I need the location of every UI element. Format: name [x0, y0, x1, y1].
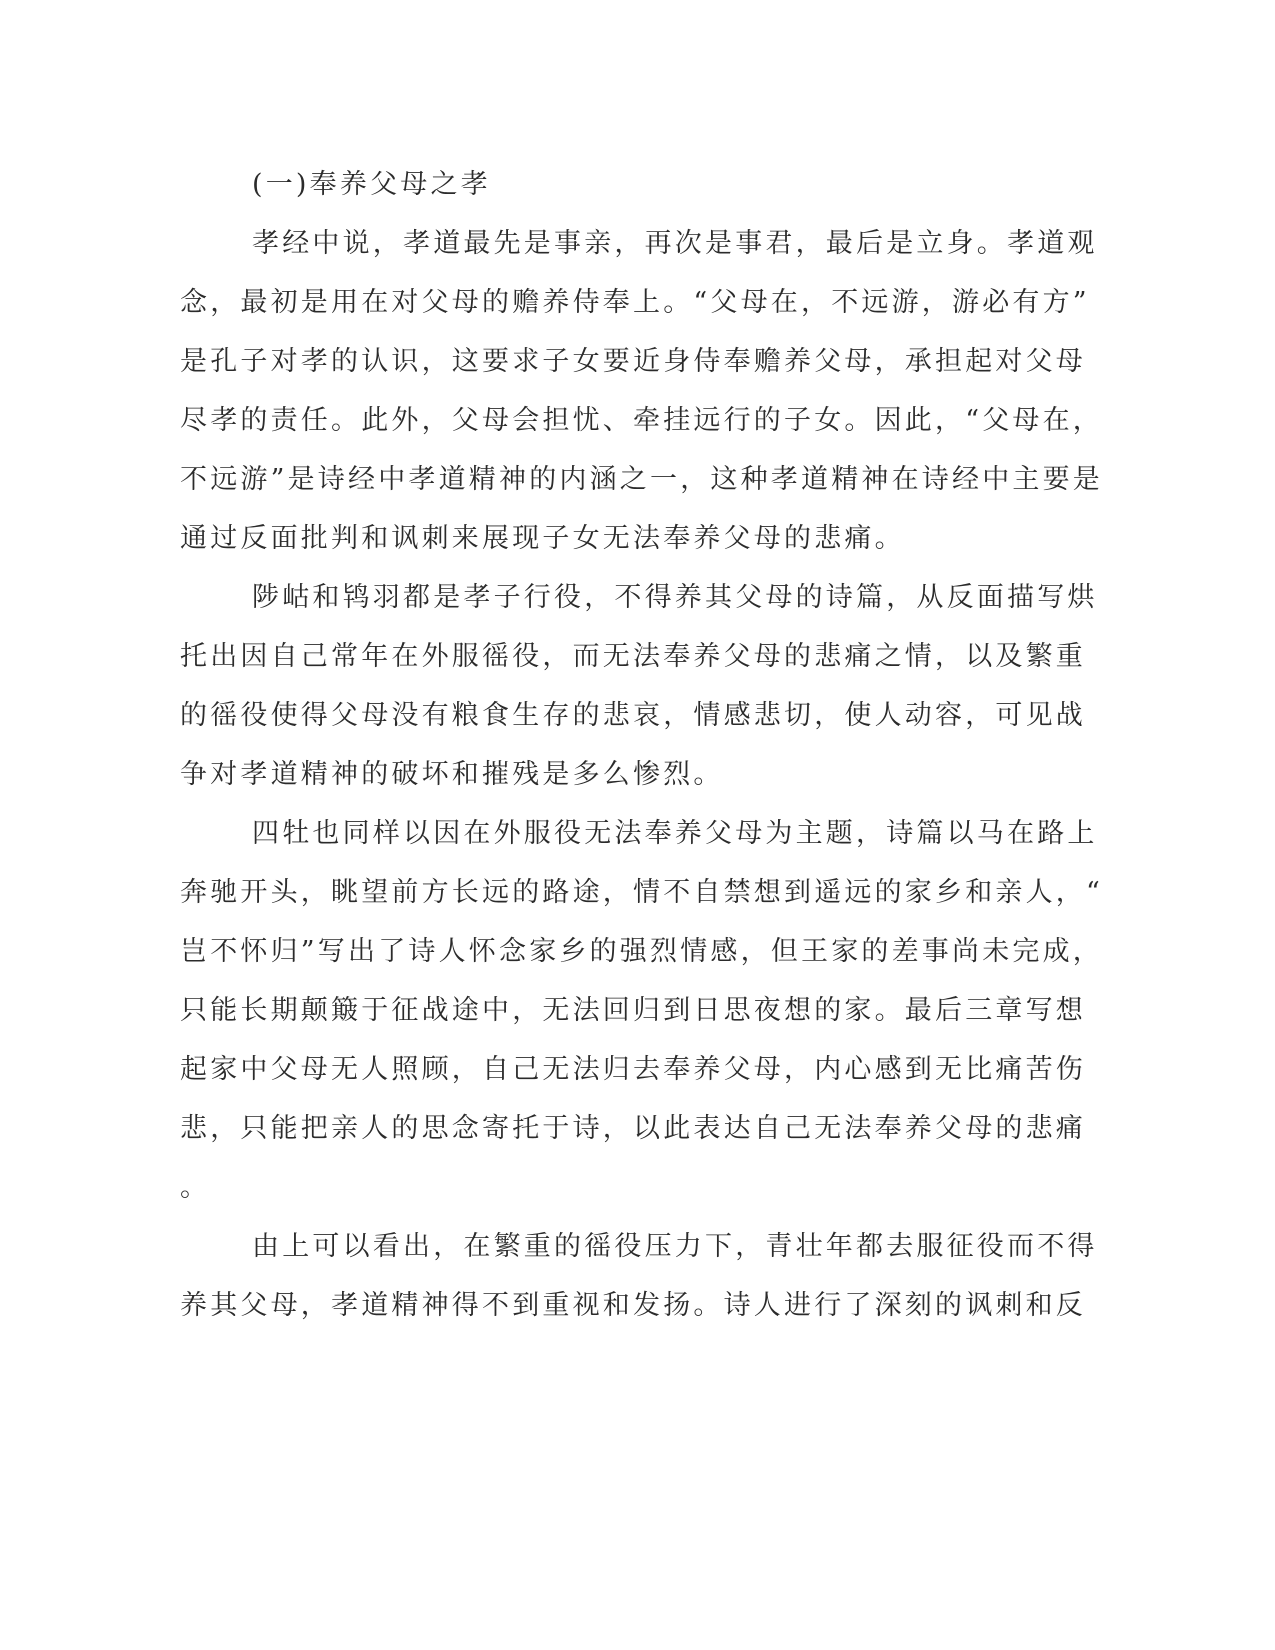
text-line: 陟岵和鸨羽都是孝子行役，不得养其父母的诗篇，从反面描写烘 — [252, 582, 1098, 613]
text-line: 养其父母，孝道精神得不到重视和发扬。诗人进行了深刻的讽刺和反 — [180, 1290, 1086, 1321]
text-line: 悲，只能把亲人的思念寄托于诗，以此表达自己无法奉养父母的悲痛 — [180, 1113, 1086, 1144]
text-line: 通过反面批判和讽刺来展现子女无法奉养父母的悲痛。 — [180, 523, 905, 554]
text-line: 争对孝道精神的破坏和摧残是多么惨烈。 — [180, 759, 724, 790]
text-line: 四牡也同样以因在外服役无法奉养父母为主题，诗篇以马在路上 — [252, 818, 1098, 849]
text-line: 岂不怀归”写出了诗人怀念家乡的强烈情感，但王家的差事尚未完成， — [180, 936, 1104, 967]
text-line: 起家中父母无人照顾，自己无法归去奉养父母，内心感到无比痛苦伤 — [180, 1054, 1086, 1085]
text-line: 只能长期颠簸于征战途中，无法回归到日思夜想的家。最后三章写想 — [180, 995, 1086, 1026]
document-body — [180, 155, 1104, 1335]
text-line: 托出因自己常年在外服徭役，而无法奉养父母的悲痛之情，以及繁重 — [180, 641, 1086, 672]
section-heading: (一)奉养父母之孝 — [252, 169, 491, 200]
text-line: 。 — [180, 1172, 211, 1203]
text-line: 的徭役使得父母没有粮食生存的悲哀，情感悲切，使人动容，可见战 — [180, 700, 1086, 731]
paragraph-1 — [180, 214, 1104, 568]
paragraph-4 — [180, 1217, 1098, 1335]
text-line: 尽孝的责任。此外，父母会担忧、牵挂远行的子女。因此，“父母在， — [180, 405, 1104, 436]
text-line: 奔驰开头，眺望前方长远的路途，情不自禁想到遥远的家乡和亲人，“ — [180, 877, 1104, 908]
text-line: 孝经中说，孝道最先是事亲，再次是事君，最后是立身。孝道观 — [252, 228, 1098, 259]
paragraph-2 — [180, 568, 1098, 804]
text-line: 不远游”是诗经中孝道精神的内涵之一，这种孝道精神在诗经中主要是 — [180, 464, 1104, 495]
text-line: 由上可以看出，在繁重的徭役压力下，青壮年都去服征役而不得 — [252, 1231, 1098, 1262]
text-line: 是孔子对孝的认识，这要求子女要近身侍奉赡养父母，承担起对父母 — [180, 346, 1086, 377]
paragraph-3 — [180, 804, 1104, 1217]
text-line: 念，最初是用在对父母的赡养侍奉上。“父母在，不远游，游必有方” — [180, 287, 1090, 318]
